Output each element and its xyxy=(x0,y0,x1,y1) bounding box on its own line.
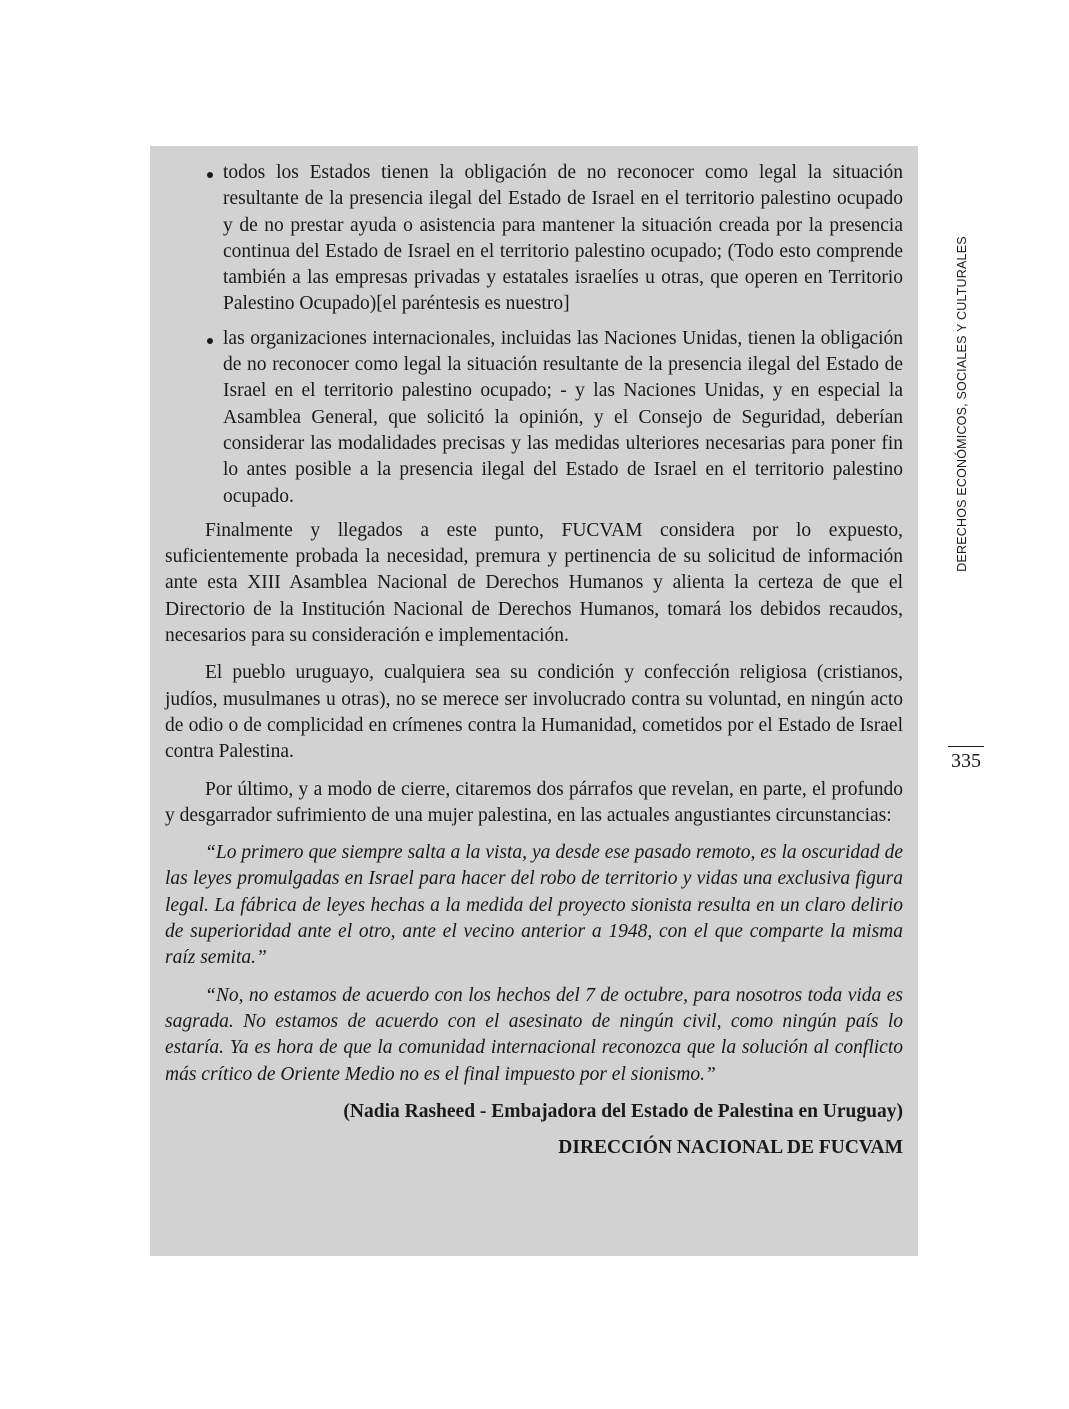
quote-attribution: (Nadia Rasheed - Embajadora del Estado de Palestina en Uruguay) xyxy=(343,1100,903,1122)
page-number-rule xyxy=(948,746,984,747)
bullet-text: las organizaciones internacionales, incluidas las Naciones Unidas, tienen la obligación de no reconocer como legal la situación resultante de la presencia ilegal del Estado de Israel en el territorio palestino ocupado; - y las Naciones Unidas, y en especial la Asamblea General, que solicitó la opinión, y el Consejo de Seguridad, deberían considerar las modalidades precisas y las medidas ulteriores necesarias para poner fin lo antes posible a la presencia ilegal del Estado de Israel en el territorio palestino ocupado. xyxy=(223,327,903,507)
signature: DIRECCIÓN NACIONAL DE FUCVAM xyxy=(558,1137,903,1159)
main-text xyxy=(165,160,903,1171)
bullet-text: todos los Estados tienen la obligación de no reconocer como legal la situación resultante de la presencia ilegal del Estado de Israel en el territorio palestino ocupado y de no prestar ayuda o asistencia para mantener la situación creada por la presencia continua del Estado de Israel en el territorio palestino ocupado; (Todo esto comprende también a las empresas privadas y estatales israelíes u otras, que operen en Territorio Palestino Ocupado)[el paréntesis es nuestro] xyxy=(223,162,903,315)
quote-second: “No, no estamos de acuerdo con los hechos del 7 de octubre, para nosotros toda vida es sagrada. No estamos de acuerdo con el asesinato de ningún civil, como ningún país lo estaría. Ya es hora de que la comunidad internacional reconozca que la solución al conflicto más crítico de Oriente Medio no es el final impuesto por el sionismo.” xyxy=(165,984,903,1085)
side-header-label: DERECHOS ECONÓMICOS, SOCIALES Y CULTURALES xyxy=(955,236,969,572)
list-item xyxy=(165,160,903,318)
page-number: 335 xyxy=(951,750,981,772)
paragraph-uruguayan-people: El pueblo uruguayo, cualquiera sea su condición y confección religiosa (cristianos, judíos, musulmanes u otras), no se merece ser involucrado contra su voluntad, en ningún acto de odio o de complicidad en crímenes contra la Humanidad, cometidos por el Estado de Israel contra Palestina. xyxy=(165,662,903,763)
bullet-icon xyxy=(207,338,213,344)
paragraph-closing-intro: Por último, y a modo de cierre, citaremos dos párrafos que revelan, en parte, el profundo y desgarrador sufrimiento de una mujer palestina, en las actuales angustiantes circunstancias: xyxy=(165,778,903,826)
paragraph-conclusion: Finalmente y llegados a este punto, FUCVAM considera por lo expuesto, suficientemente probada la necesidad, premura y pertinencia de su solicitud de información ante esta XIII Asamblea Nacional de Derechos Humanos y alienta la certeza de que el Directorio de la Institución Nacional de Derechos Humanos, tomará los debidos recaudos, necesarios para su consideración e implementación. xyxy=(165,519,903,647)
bullet-list xyxy=(165,160,903,510)
list-item xyxy=(165,326,903,510)
bullet-icon xyxy=(207,172,213,178)
quote-first: “Lo primero que siempre salta a la vista, ya desde ese pasado remoto, es la oscuridad de las leyes promulgadas en Israel para hacer del robo de territorio y vidas una exclusiva figura legal. La fábrica de leyes hechas a la medida del proyecto sionista resulta en un claro delirio de superioridad ante el otro, ante el vecino anterior a 1948, con el que comparte la misma raíz semita.” xyxy=(165,842,903,969)
